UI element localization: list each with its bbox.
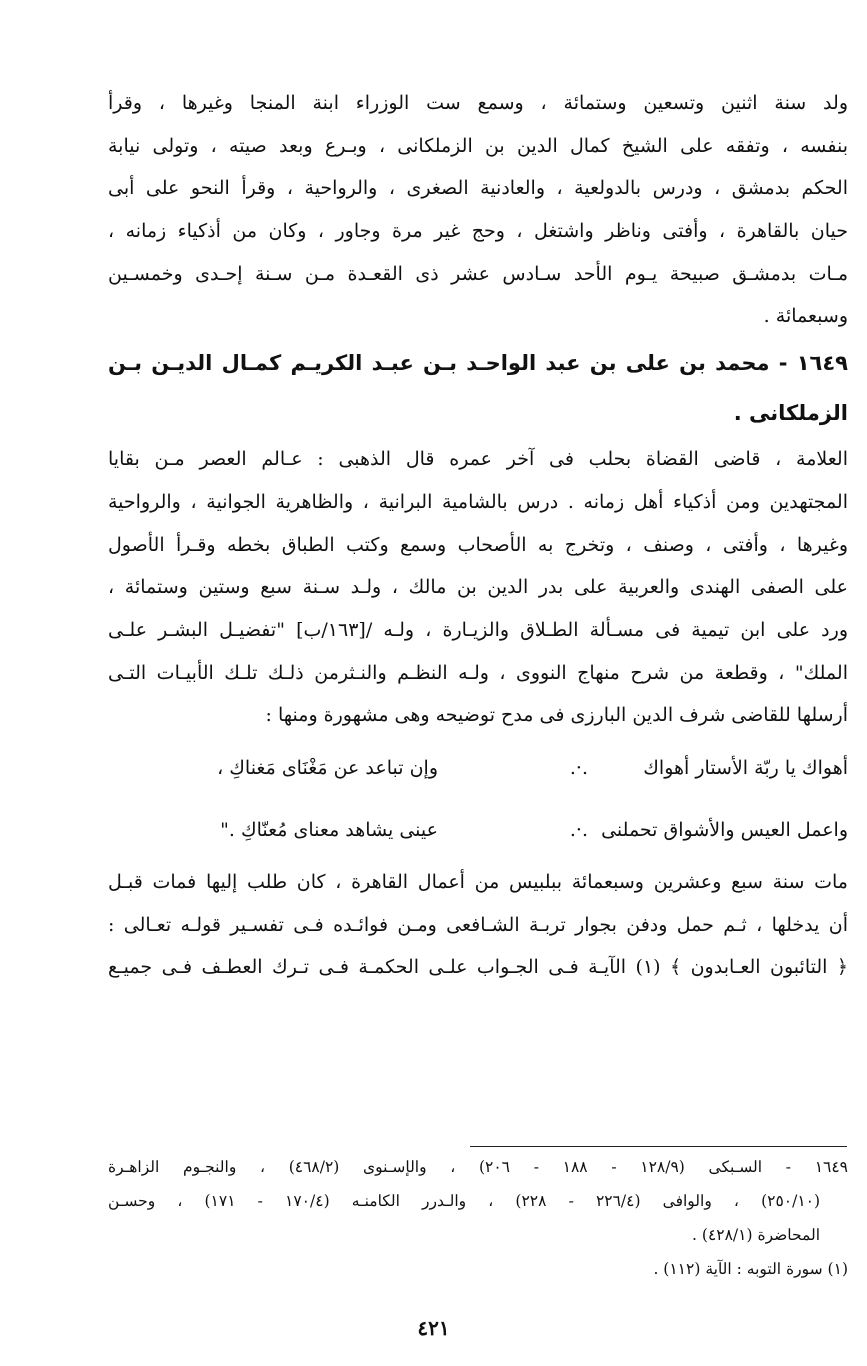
footnotes: [108, 1150, 848, 1286]
text-line: ولد سنة اثنين وتسعين وستمائة ، وسمع ست الوزراء ابنة المنجا وغيرها ، وقرأ: [108, 92, 848, 114]
verse-second-hemistich: وإن تباعد عن مَغْنَاى مَغناكِ ،: [217, 756, 438, 779]
text-line: بنفسه ، وتفقه على الشيخ كمال الدين بن الزملكانى ، وبـرع وبعد صيته ، وتولى نيابة: [108, 134, 848, 157]
verse-second-hemistich: عينى يشاهد معناى مُعنّاكِ .": [220, 818, 438, 841]
entry-heading-continued: الزملكانى .: [733, 401, 848, 426]
verse-separator: .·.: [569, 818, 588, 841]
text-line: الملك" ، وقطعة من شرح منهاج النووى ، ولـه النظـم والنـثرمن ذلـك تلـك الأبيـات التـى: [108, 661, 848, 684]
footnote-divider: [470, 1146, 847, 1147]
text-line: المجتهدين ومن أذكياء أهل زمانه . درس بالشامية البرانية ، والظاهرية الجوانية ، والرواحية: [108, 490, 848, 513]
footnote-line: (١) سورة التوبه : الآية (١١٢) .: [653, 1260, 848, 1278]
text-line: وسبعمائة .: [763, 305, 848, 328]
text-line: مات سنة سبع وعشرين وسبعمائة ببلبيس من أعمال القاهرة ، كان طلب إليها فمات قبـل: [108, 870, 848, 893]
poem-verse: [108, 737, 848, 799]
text-line: ورد على ابن تيمية فى مسـألة الطـلاق والزيـارة ، ولـه /[١٦٣/ب] "تفضيـل البشـر علـى: [108, 618, 848, 641]
verse-first-hemistich: أهواك يا ربّة الأستار أهواك: [643, 756, 848, 779]
text-line: العلامة ، قاضى القضاة بحلب فى آخر عمره قال الذهبى : عـالم العصر مـن بقايا: [108, 448, 848, 471]
entry-heading: ١٦٤٩ - محمد بن على بن عبد الواحـد بـن عبـد الكريـم كمـال الديـن بـن: [108, 351, 848, 376]
footnote-line: ١٦٤٩ - السـبكى (١٢٨/٩ - ١٨٨ - ٢٠٦) ، والإسـنوى (٤٦٨/٢) ، والنجـوم الزاهـرة: [108, 1158, 849, 1176]
text-line: الحكم بدمشق ، ودرس بالدولعية ، والعادنية الصغرى ، والرواحية ، وقرأ النحو على أبى: [108, 177, 848, 200]
footnote-line: المحاضرة (٤٢٨/١) .: [692, 1226, 820, 1244]
text-line: على الصفى الهندى والعربية على بدر الدين بن مالك ، ولـد سـنة سبع وستين وستمائة ،: [108, 576, 848, 599]
text-line: أرسلها للقاضى شرف الدين البارزى فى مدح توضيحه وهى مشهورة ومنها :: [265, 704, 848, 727]
text-line: وغيرها ، وأفتى ، وصنف ، وتخرج به الأصحاب وسمع وكتب الطباق بخطه وقـرأ الأصول: [108, 533, 848, 556]
text-line: حيان بالقاهرة ، وأفتى وناظر واشتغل ، وحج غير مرة وجاور ، وكان من أذكياء زمانه ،: [108, 220, 848, 243]
text-line: ﴿ التائبون العـابدون ﴾ (١) الآيـة فـى الجـواب علـى الحكمـة فـى تـرك العطـف فـى جميـع: [108, 956, 848, 979]
verse-separator: .·.: [569, 756, 588, 779]
page-body: [108, 82, 848, 989]
text-line: مـات بدمشـق صبيحة يـوم الأحد سـادس عشر ذى القعـدة مـن سـنة إحـدى وخمسـين: [108, 262, 848, 285]
page-number: ٤٢١: [417, 1316, 450, 1340]
poem-verse: [108, 799, 848, 861]
footnote-line: (٢٥٠/١٠) ، والوافى (٢٢٦/٤ - ٢٢٨) ، والـدرر الكامنـه (١٧٠/٤ - ١٧١) ، وحسـن: [108, 1192, 821, 1210]
verse-first-hemistich: واعمل العيس والأشواق تحملنى: [601, 818, 848, 841]
text-line: أن يدخلها ، ثـم حمل ودفن بجوار تربـة الشـافعى ومـن فوائـده فـى تفسـير قولـه تعـالى :: [108, 913, 848, 936]
